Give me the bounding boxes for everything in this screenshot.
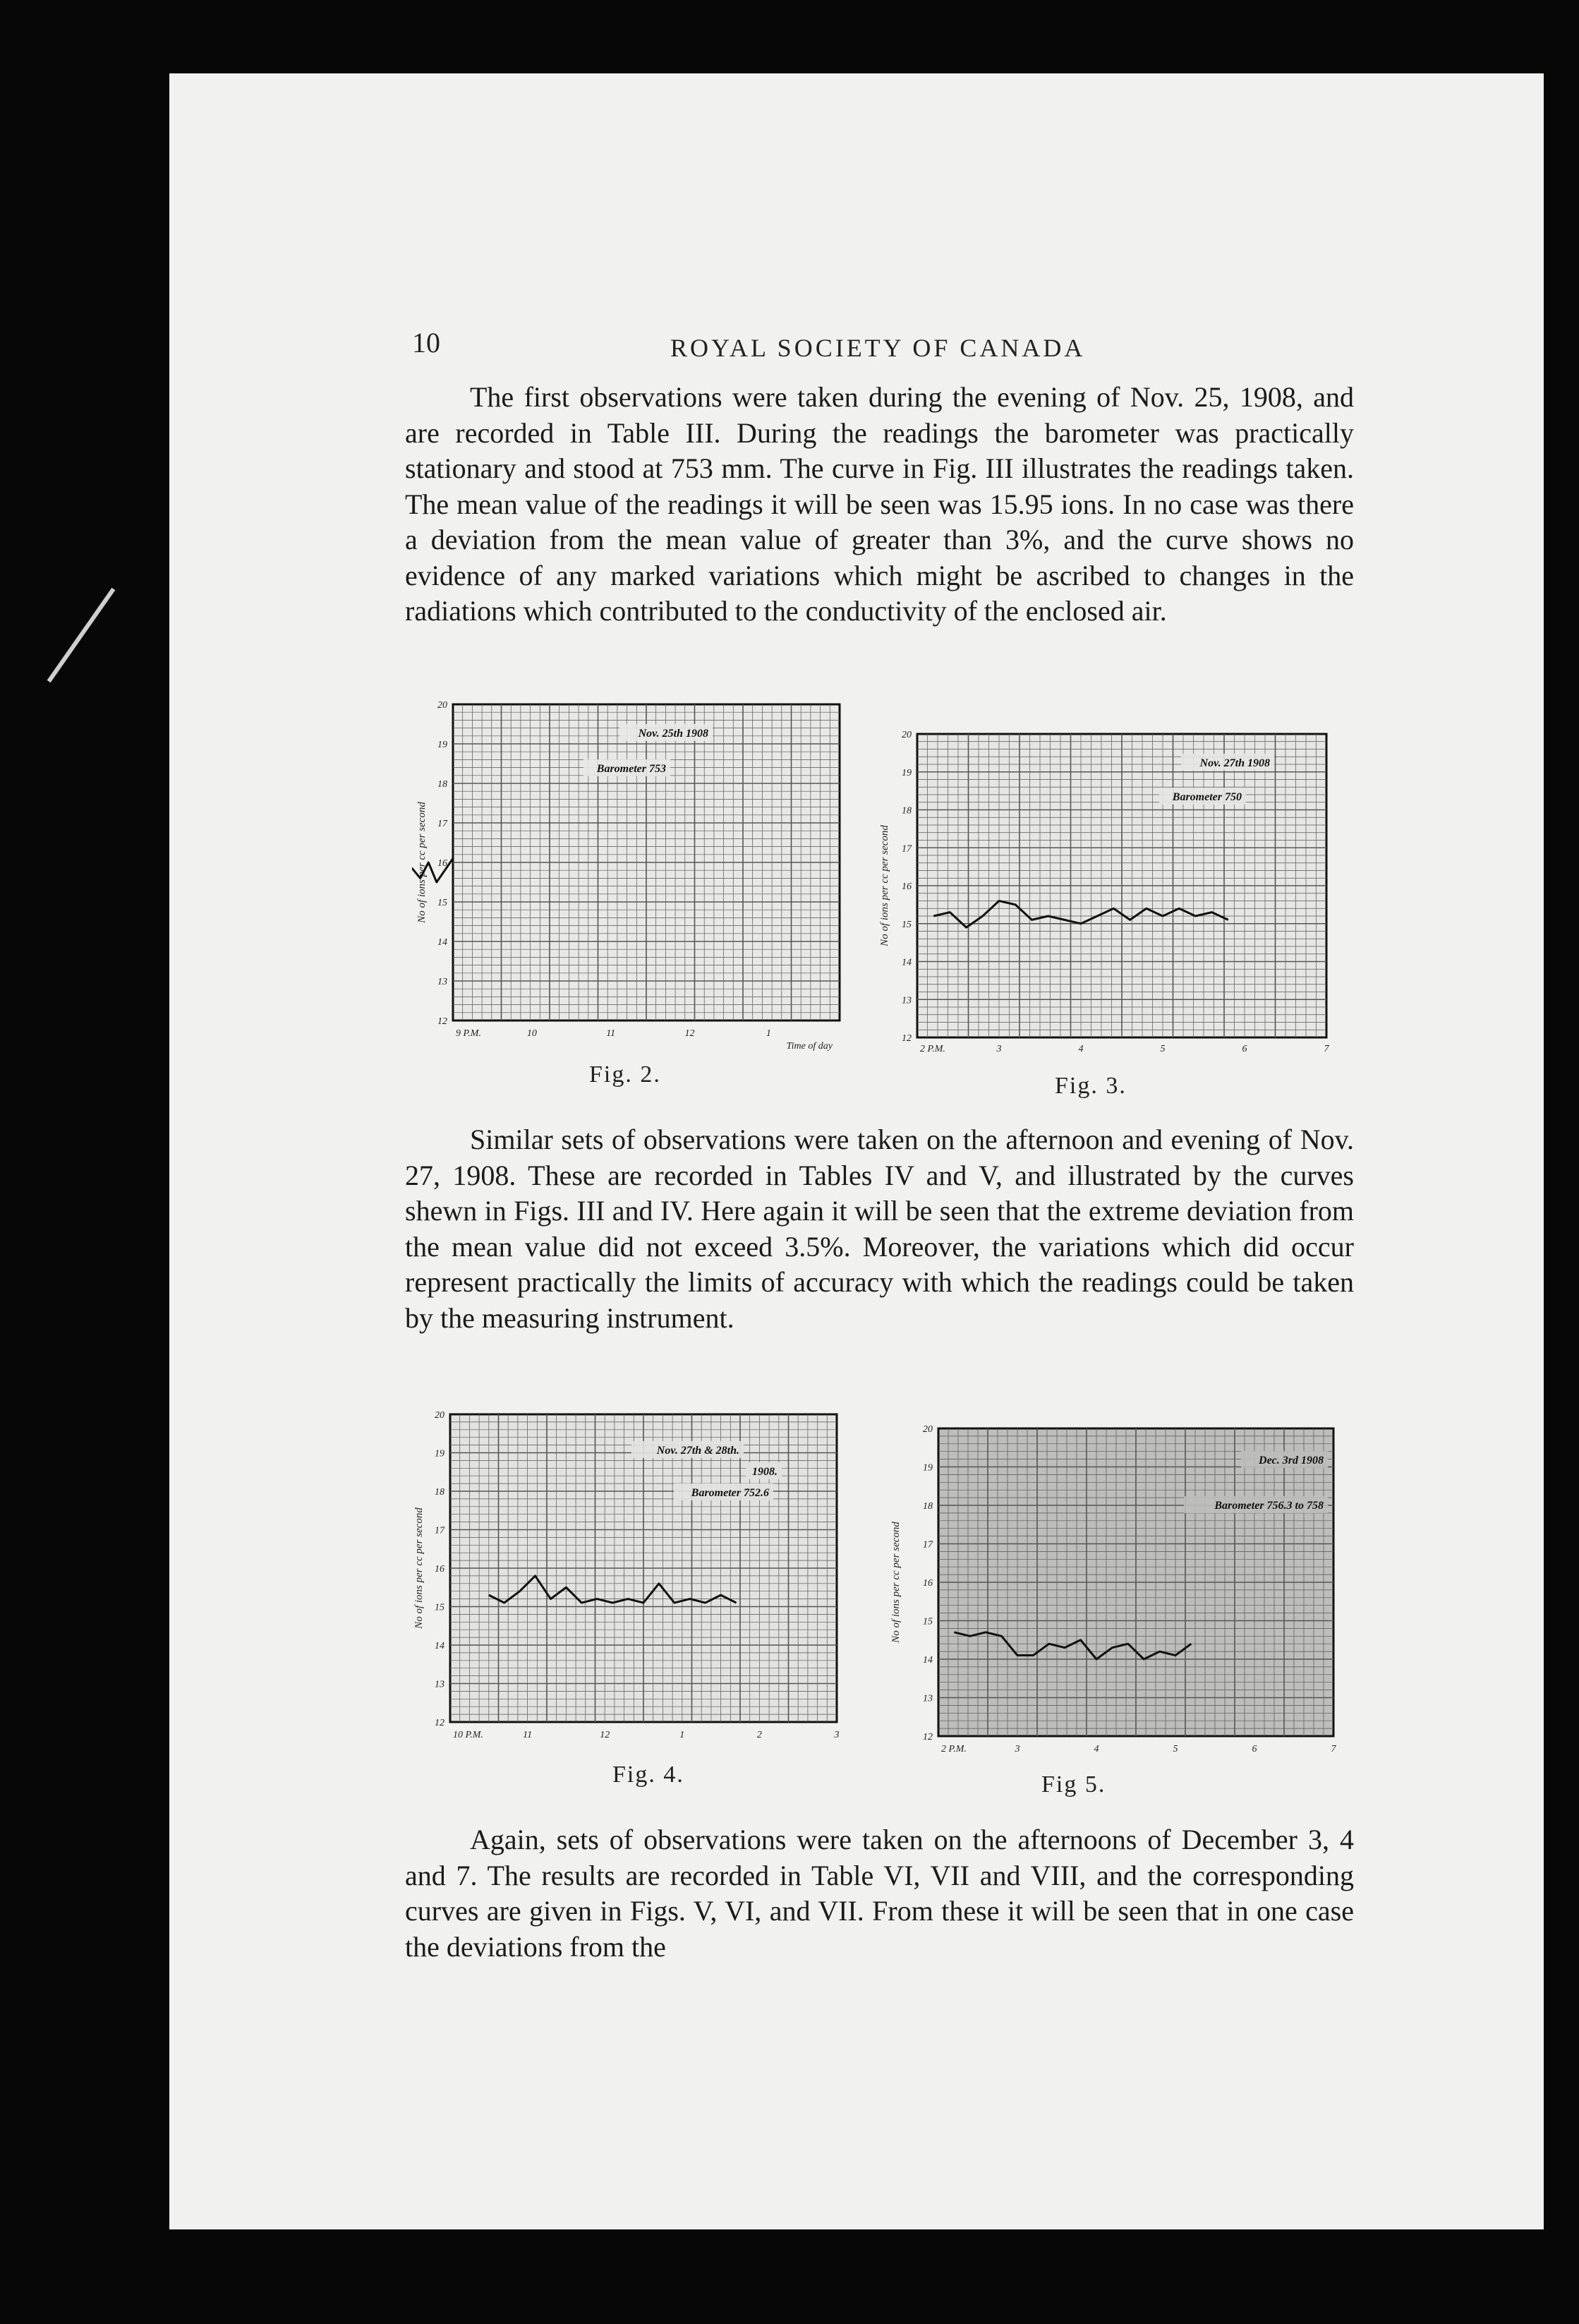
y-tick-label: 14 (923, 1655, 933, 1666)
y-tick-label: 16 (923, 1578, 933, 1589)
x-tick-label: 4 (1094, 1744, 1099, 1754)
y-tick-label: 15 (437, 898, 447, 908)
y-tick-label: 18 (902, 805, 912, 817)
x-tick-label: 9 P.M. (456, 1028, 481, 1039)
y-tick-label: 15 (923, 1616, 933, 1627)
x-tick-label: 7 (1331, 1744, 1336, 1754)
y-tick-label: 17 (435, 1525, 444, 1536)
y-tick-label: 13 (902, 995, 912, 1006)
y-tick-label: 18 (435, 1487, 444, 1498)
scan-mark (47, 588, 116, 683)
x-tick-label: 4 (1078, 1044, 1084, 1054)
y-tick-label: 13 (923, 1693, 933, 1704)
figure-5-chart (886, 1420, 1352, 1773)
y-tick-label: 14 (437, 937, 447, 948)
y-axis-label: No of ions per cc per second (879, 825, 890, 946)
y-tick-label: 20 (435, 1410, 444, 1421)
x-tick-label: 1 (679, 1730, 685, 1740)
y-tick-label: 13 (437, 977, 447, 987)
x-tick-label: 10 (526, 1028, 537, 1039)
x-tick-label: 10 P.M. (453, 1730, 483, 1740)
grid (453, 704, 840, 1020)
y-tick-label: 19 (923, 1462, 933, 1474)
y-tick-label: 15 (902, 919, 912, 930)
figure-3-chart (875, 726, 1355, 1071)
y-axis-label: No of ions per cc per second (413, 1507, 425, 1629)
figure-5-caption: Fig 5. (1041, 1771, 1106, 1798)
x-tick-label: 6 (1242, 1044, 1247, 1054)
x-tick-label: 3 (996, 1044, 1002, 1054)
x-tick-label: 5 (1173, 1744, 1178, 1754)
y-tick-label: 12 (437, 1016, 447, 1027)
y-tick-label: 19 (437, 740, 447, 750)
y-tick-label: 17 (923, 1539, 933, 1551)
y-tick-label: 15 (435, 1602, 444, 1613)
running-title: ROYAL SOCIETY OF CANADA (670, 334, 1086, 362)
x-tick-label: 3 (834, 1730, 840, 1740)
y-tick-label: 14 (902, 957, 912, 968)
x-tick-label: 12 (600, 1730, 610, 1740)
grid (938, 1428, 1333, 1736)
y-tick-label: 20 (437, 700, 447, 711)
x-tick-label: 1 (766, 1028, 771, 1039)
y-tick-label: 19 (435, 1448, 444, 1459)
figure-4-chart (409, 1404, 861, 1764)
chart-annotation: Nov. 25th 1908 (638, 728, 708, 740)
y-axis-label: No of ions per cc per second (416, 802, 428, 923)
y-tick-label: 12 (923, 1732, 933, 1742)
y-axis-label: No of ions per cc per second (890, 1522, 902, 1643)
x-tick-label: 11 (523, 1730, 533, 1740)
y-tick-label: 16 (435, 1564, 444, 1575)
chart-annotation: Dec. 3rd 1908 (1259, 1455, 1324, 1467)
page-number: 10 (412, 327, 440, 359)
figure-4-caption: Fig. 4. (612, 1762, 684, 1788)
y-tick-label: 20 (923, 1424, 933, 1435)
y-tick-label: 16 (902, 881, 912, 892)
chart-annotation: Nov. 27th & 28th. (656, 1445, 739, 1457)
chart-annotation: Nov. 27th 1908 (1199, 757, 1270, 769)
x-axis-label: Time of day (786, 1041, 833, 1052)
x-tick-label: 2 P.M. (941, 1744, 967, 1754)
y-tick-label: 18 (923, 1501, 933, 1512)
chart-annotation: 1908. (752, 1466, 778, 1478)
x-tick-label: 2 (756, 1730, 762, 1740)
y-tick-label: 17 (902, 843, 912, 855)
chart-annotation: Barometer 750 (1172, 791, 1242, 803)
grid (917, 734, 1326, 1037)
y-tick-label: 16 (437, 858, 447, 869)
y-tick-label: 13 (435, 1679, 444, 1690)
x-tick-label: 5 (1160, 1044, 1166, 1054)
paragraph-1: The first observations were taken during the evening of Nov. 25, 1908, and are recorded in Table III. During the readings the barometer was practically stationary and stood at 753 mm. The curve in Fig. III illustrates the readings taken. The mean value of the readings it will be seen was 15.95 ions. In no case was there a deviation from the mean value of greater than 3%, and the curve shows no evidence of any marked variations which might be ascribed to changes in the radiations which contributed to the conductivity of the enclosed air. (405, 381, 1354, 627)
chart-annotation: Barometer 753 (596, 763, 666, 775)
chart-annotation: Barometer 752.6 (691, 1487, 769, 1499)
y-tick-label: 17 (437, 819, 447, 829)
figure-2-chart (412, 696, 864, 1063)
x-tick-label: 3 (1015, 1744, 1020, 1754)
y-tick-label: 18 (437, 779, 447, 790)
figure-3-caption: Fig. 3. (1055, 1073, 1127, 1099)
y-tick-label: 12 (902, 1033, 912, 1044)
x-tick-label: 11 (606, 1028, 616, 1039)
x-tick-label: 12 (684, 1028, 695, 1039)
y-tick-label: 14 (435, 1641, 444, 1651)
y-tick-label: 20 (902, 730, 912, 740)
x-tick-label: 7 (1324, 1044, 1329, 1054)
figure-2-caption: Fig. 2. (589, 1061, 661, 1088)
y-tick-label: 12 (435, 1718, 444, 1728)
x-tick-label: 6 (1252, 1744, 1257, 1754)
grid (450, 1414, 837, 1722)
y-tick-label: 19 (902, 767, 912, 778)
paragraph-2: Similar sets of observations were taken on the afternoon and evening of Nov. 27, 1908. These are recorded in Tables IV and V, and illustrated by the curves shewn in Figs. III and IV. Here again it will be seen that the extreme deviation from the mean value did not exceed 3.5%. Moreover, the variations which did occur represent practically the limits of accuracy with which the readings could be taken by the measuring instrument. (405, 1124, 1354, 1334)
paragraph-3: Again, sets of observations were taken on the afternoons of December 3, 4 and 7. The results are recorded in Table VI, VII and VIII, and the corresponding curves are given in Figs. V, VI, and VII. From these it will be seen that in one case the deviations from the (405, 1824, 1354, 1963)
x-tick-label: 2 P.M. (920, 1044, 945, 1054)
chart-annotation: Barometer 756.3 to 758 (1214, 1500, 1324, 1512)
